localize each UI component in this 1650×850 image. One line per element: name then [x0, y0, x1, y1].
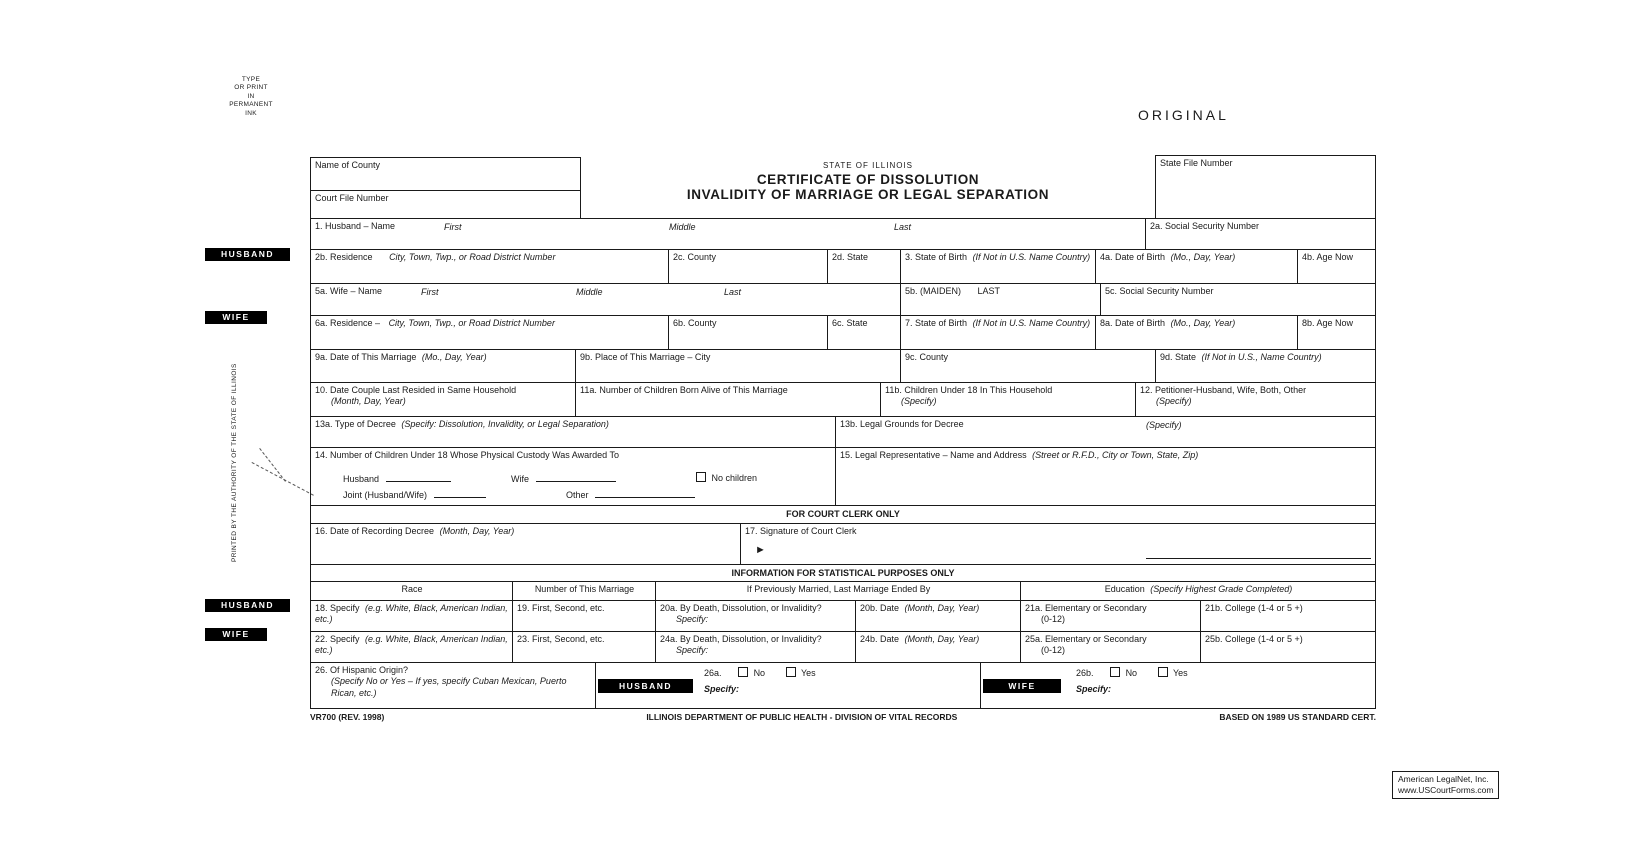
- state-file-field[interactable]: [1155, 155, 1376, 218]
- department-name: ILLINOIS DEPARTMENT OF PUBLIC HEALTH - DIVISION OF VITAL RECORDS: [646, 712, 958, 722]
- certificate-form: [310, 155, 1376, 722]
- field-11b-children-under-18[interactable]: [881, 383, 1136, 416]
- stats-header-row: [310, 581, 1376, 600]
- field-4a-date-of-birth[interactable]: [1096, 250, 1298, 283]
- field-9a-label: 9a. Date of This Marriage: [315, 352, 417, 362]
- wife-hispanic-no-checkbox[interactable]: [1110, 667, 1120, 677]
- field-8a-date-of-birth[interactable]: [1096, 316, 1298, 349]
- field-9b-label: 9b. Place of This Marriage – City: [580, 352, 711, 362]
- field-26a-line: [704, 667, 816, 679]
- field-4a-label: 4a. Date of Birth: [1100, 252, 1166, 262]
- field-10-hint: (Month, Day, Year): [331, 396, 406, 407]
- field-18-race[interactable]: [311, 601, 513, 631]
- legalnet-stamp: [1392, 771, 1499, 799]
- field-2b-label: 2b. Residence: [315, 252, 373, 262]
- wife-custody-blank[interactable]: [536, 472, 616, 482]
- field-25a-elementary[interactable]: [1021, 632, 1201, 662]
- type-print-line: PERMANENT: [229, 101, 273, 109]
- field-9a-marriage-date[interactable]: [311, 350, 576, 382]
- field-26a-label: 26a.: [704, 668, 722, 678]
- field-14-custody[interactable]: [311, 448, 836, 505]
- field-5b-maiden[interactable]: [901, 284, 1101, 315]
- field-10-last-resided[interactable]: [311, 383, 576, 416]
- field-11a-label: 11a. Number of Children Born Alive of This Marriage: [580, 385, 788, 395]
- form-row-3: [310, 283, 1376, 315]
- type-print-note: [222, 76, 280, 118]
- field-2a-ssn[interactable]: [1146, 219, 1376, 249]
- field-17-label: 17. Signature of Court Clerk: [745, 526, 857, 536]
- field-2a-label: 2a. Social Security Number: [1150, 221, 1260, 231]
- field-11b-hint: (Specify): [901, 396, 937, 407]
- field-2c-county[interactable]: [669, 250, 828, 283]
- type-print-line: INK: [245, 109, 257, 117]
- field-2b-residence[interactable]: [311, 250, 669, 283]
- stats-wife-row: [310, 631, 1376, 662]
- original-label: ORIGINAL: [1138, 107, 1229, 123]
- field-15-label: 15. Legal Representative – Name and Address: [840, 450, 1027, 460]
- field-14-husband-line: [343, 472, 451, 485]
- field-22-hint: (e.g. White, Black, American Indian, etc.): [315, 634, 508, 656]
- form-row-8: [310, 447, 1376, 505]
- field-6a-label: 6a. Residence –: [315, 318, 381, 328]
- form-row-2: [310, 249, 1376, 283]
- field-1-last-hint: Last: [894, 222, 912, 232]
- field-5a-first-hint: First: [421, 287, 439, 297]
- field-3-label: 3. State of Birth: [905, 252, 968, 262]
- stats-husband-row: [310, 600, 1376, 631]
- header-left-boxes: [310, 157, 581, 218]
- field-11b-label: 11b. Children Under 18 In This Household: [885, 385, 1053, 395]
- field-14-husband-label: Husband: [343, 474, 380, 484]
- field-5b-last-label: LAST: [977, 286, 1001, 296]
- field-23-label: 23. First, Second, etc.: [517, 634, 605, 644]
- field-18-label: 18. Specify: [315, 603, 360, 613]
- field-26-hint: (Specify No or Yes – If yes, specify Cuban Mexican, Puerto Rican, etc.): [331, 676, 567, 698]
- field-12-label: 12. Petitioner-Husband, Wife, Both, Other: [1140, 385, 1307, 395]
- form-title-block: [581, 161, 1155, 202]
- standard-note: BASED ON 1989 US STANDARD CERT.: [1219, 712, 1376, 722]
- field-25a-label: 25a. Elementary or Secondary: [1025, 634, 1147, 644]
- field-6c-state[interactable]: [828, 316, 901, 349]
- field-8a-hint: (Mo., Day, Year): [1170, 318, 1236, 328]
- field-7-hint: (If Not in U.S. Name Country): [972, 318, 1091, 328]
- field-12-hint: (Specify): [1156, 396, 1192, 407]
- other-custody-blank[interactable]: [595, 488, 695, 498]
- form-row-1: [310, 218, 1376, 249]
- form-row-7: [310, 416, 1376, 447]
- field-7-state-of-birth[interactable]: [901, 316, 1096, 349]
- field-6b-label: 6b. County: [673, 318, 717, 328]
- field-26b-specify: Specify:: [1076, 684, 1112, 694]
- field-9d-hint: (If Not in U.S., Name Country): [1201, 352, 1322, 362]
- form-row-6: [310, 382, 1376, 416]
- stats-header-education-label: Education: [1104, 584, 1145, 594]
- field-26b-line: [1076, 667, 1188, 679]
- field-1-middle-hint: Middle: [669, 222, 696, 232]
- field-18-hint: (e.g. White, Black, American Indian, etc.): [315, 603, 508, 625]
- field-13b-hint: (Specify): [1146, 420, 1182, 430]
- field-8b-label: 8b. Age Now: [1302, 318, 1354, 328]
- type-print-line: IN: [247, 92, 255, 100]
- field-15-legal-representative[interactable]: [836, 448, 1376, 505]
- field-13b-label: 13b. Legal Grounds for Decree: [840, 419, 964, 429]
- field-6a-hint: City, Town, Twp., or Road District Number: [388, 318, 555, 328]
- field-26a-husband-hispanic[interactable]: [596, 663, 981, 708]
- field-19-marriage-number[interactable]: [513, 601, 656, 631]
- authority-note: PRINTED BY THE AUTHORITY OF THE STATE OF ILLINOIS: [231, 363, 238, 562]
- stats-header-education-hint: (Specify Highest Grade Completed): [1150, 584, 1293, 594]
- field-24b-date[interactable]: [856, 632, 1021, 662]
- field-5c-ssn[interactable]: [1101, 284, 1376, 315]
- type-print-line: OR PRINT: [234, 84, 268, 92]
- field-21b-college[interactable]: [1201, 601, 1376, 631]
- field-26b-wife-hispanic[interactable]: [981, 663, 1376, 708]
- field-24b-label: 24b. Date: [860, 634, 900, 644]
- field-9d-label: 9d. State: [1160, 352, 1197, 362]
- field-5a-label: 5a. Wife – Name: [315, 286, 383, 296]
- field-25b-label: 25b. College (1-4 or 5 +): [1205, 634, 1303, 644]
- field-26-hispanic-origin[interactable]: [311, 663, 596, 708]
- field-16-recording-date[interactable]: [311, 524, 741, 564]
- title-line-2: INVALIDITY OF MARRIAGE OR LEGAL SEPARATION: [686, 187, 1050, 202]
- field-3-hint: (If Not in U.S. Name Country): [972, 252, 1091, 262]
- field-2b-hint: City, Town, Twp., or Road District Number: [389, 252, 556, 262]
- field-1-first-hint: First: [444, 222, 462, 232]
- wife-tab-inline: WIFE: [983, 679, 1061, 693]
- field-14-wife-label: Wife: [511, 474, 529, 484]
- field-14-joint-label: Joint (Husband/Wife): [343, 490, 428, 500]
- field-7-label: 7. State of Birth: [905, 318, 968, 328]
- field-5a-middle-hint: Middle: [576, 287, 603, 297]
- field-4b-label: 4b. Age Now: [1302, 252, 1354, 262]
- field-14-joint-line: [343, 488, 486, 501]
- court-clerk-band: FOR COURT CLERK ONLY: [310, 505, 1376, 523]
- field-16-hint: (Month, Day, Year): [439, 526, 515, 536]
- field-20b-date[interactable]: [856, 601, 1021, 631]
- fold-mark: [259, 448, 286, 482]
- field-11a-children-born[interactable]: [576, 383, 881, 416]
- legalnet-line-2: www.USCourtForms.com: [1398, 785, 1494, 796]
- husband-tab-upper: HUSBAND: [205, 248, 290, 261]
- field-5a-wife-name[interactable]: [311, 284, 901, 315]
- stats-header-race: Race: [311, 582, 513, 600]
- field-17-clerk-signature[interactable]: [741, 524, 1376, 564]
- field-3-state-of-birth[interactable]: [901, 250, 1096, 283]
- field-19-label: 19. First, Second, etc.: [517, 603, 605, 613]
- county-label: Name of County: [315, 160, 381, 170]
- field-26b-yes-label: Yes: [1172, 668, 1188, 678]
- field-23-marriage-number[interactable]: [513, 632, 656, 662]
- clerk-signature-line[interactable]: [1146, 558, 1371, 559]
- wife-hispanic-yes-checkbox[interactable]: [1158, 667, 1168, 677]
- field-20a-label: 20a. By Death, Dissolution, or Invalidity?: [660, 603, 822, 613]
- field-6b-county[interactable]: [669, 316, 828, 349]
- field-5c-label: 5c. Social Security Number: [1105, 286, 1214, 296]
- no-children-checkbox[interactable]: [696, 472, 706, 482]
- field-8a-label: 8a. Date of Birth: [1100, 318, 1166, 328]
- form-footer: [310, 709, 1376, 722]
- form-header: [310, 155, 1376, 218]
- field-14-wife-line: [511, 472, 616, 485]
- state-line: STATE OF ILLINOIS: [822, 161, 914, 170]
- form-row-9: [310, 523, 1376, 564]
- field-22-race[interactable]: [311, 632, 513, 662]
- field-26a-specify: Specify:: [704, 684, 740, 694]
- county-field[interactable]: [311, 158, 580, 190]
- field-5b-label: 5b. (MAIDEN): [905, 286, 962, 296]
- field-4a-hint: (Mo., Day, Year): [1170, 252, 1236, 262]
- field-20a-ended-by[interactable]: [656, 601, 856, 631]
- field-6c-label: 6c. State: [832, 318, 868, 328]
- husband-tab-lower: HUSBAND: [205, 599, 290, 612]
- field-9c-label: 9c. County: [905, 352, 949, 362]
- field-13a-label: 13a. Type of Decree: [315, 419, 396, 429]
- field-21b-label: 21b. College (1-4 or 5 +): [1205, 603, 1303, 613]
- field-26-label: 26. Of Hispanic Origin?: [315, 665, 409, 675]
- field-5a-last-hint: Last: [724, 287, 742, 297]
- field-20b-label: 20b. Date: [860, 603, 900, 613]
- field-6a-residence[interactable]: [311, 316, 669, 349]
- form-number: VR700 (REV. 1998): [310, 712, 385, 722]
- field-24a-label: 24a. By Death, Dissolution, or Invalidity?: [660, 634, 822, 644]
- field-20a-hint: Specify:: [676, 614, 709, 625]
- field-13a-decree-type[interactable]: [311, 417, 836, 447]
- field-9d-state[interactable]: [1156, 350, 1376, 382]
- field-8b-age-now[interactable]: [1298, 316, 1376, 349]
- statistical-band: INFORMATION FOR STATISTICAL PURPOSES ONLY: [310, 564, 1376, 581]
- field-24a-hint: Specify:: [676, 645, 709, 656]
- field-14-other-line: [566, 488, 695, 501]
- field-14-no-children-label: No children: [711, 473, 758, 483]
- legalnet-line-1: American LegalNet, Inc.: [1398, 774, 1489, 784]
- field-13a-hint: (Specify: Dissolution, Invalidity, or Legal Separation): [401, 419, 609, 429]
- joint-custody-blank[interactable]: [434, 488, 486, 498]
- state-file-label: State File Number: [1160, 158, 1233, 168]
- type-print-line: TYPE: [241, 76, 261, 83]
- field-26b-no-label: No: [1125, 668, 1138, 678]
- field-26b-label: 26b.: [1076, 668, 1094, 678]
- field-9c-county[interactable]: [901, 350, 1156, 382]
- field-2c-label: 2c. County: [673, 252, 717, 262]
- field-26a-yes-label: Yes: [800, 668, 816, 678]
- field-1-husband-name[interactable]: [311, 219, 1146, 249]
- field-21a-hint: (0-12): [1041, 614, 1066, 625]
- court-file-label: Court File Number: [315, 193, 389, 203]
- field-24b-hint: (Month, Day, Year): [904, 634, 980, 644]
- field-25a-hint: (0-12): [1041, 645, 1066, 656]
- field-22-label: 22. Specify: [315, 634, 360, 644]
- field-26a-no-label: No: [753, 668, 766, 678]
- field-24a-ended-by[interactable]: [656, 632, 856, 662]
- field-9b-marriage-place[interactable]: [576, 350, 901, 382]
- form-row-4: [310, 315, 1376, 349]
- stats-header-prev-marriage: If Previously Married, Last Marriage Ended By: [656, 582, 1021, 600]
- form-row-5: [310, 349, 1376, 382]
- wife-tab-upper: WIFE: [205, 311, 267, 324]
- field-13b-legal-grounds[interactable]: [836, 417, 1376, 447]
- form-row-26: [310, 662, 1376, 709]
- field-10-label: 10. Date Couple Last Resided in Same Household: [315, 385, 517, 395]
- field-2d-state[interactable]: [828, 250, 901, 283]
- signature-arrow-icon: ►: [755, 544, 766, 556]
- field-15-hint: (Street or R.F.D., City or Town, State, Zip): [1032, 450, 1199, 460]
- husband-custody-blank[interactable]: [386, 472, 451, 482]
- husband-tab-inline: HUSBAND: [598, 679, 693, 693]
- wife-tab-lower: WIFE: [205, 628, 267, 641]
- title-line-1: CERTIFICATE OF DISSOLUTION: [756, 172, 980, 187]
- field-14-other-label: Other: [566, 490, 589, 500]
- field-1-label: 1. Husband – Name: [315, 221, 396, 231]
- field-16-label: 16. Date of Recording Decree: [315, 526, 435, 536]
- stats-header-marriage-number: Number of This Marriage: [513, 582, 656, 600]
- husband-hispanic-no-checkbox[interactable]: [738, 667, 748, 677]
- field-14-no-children-line: [696, 472, 757, 484]
- field-21a-elementary[interactable]: [1021, 601, 1201, 631]
- field-21a-label: 21a. Elementary or Secondary: [1025, 603, 1147, 613]
- field-2d-label: 2d. State: [832, 252, 869, 262]
- field-4b-age-now[interactable]: [1298, 250, 1376, 283]
- field-25b-college[interactable]: [1201, 632, 1376, 662]
- field-12-petitioner[interactable]: [1136, 383, 1376, 416]
- field-14-label: 14. Number of Children Under 18 Whose Physical Custody Was Awarded To: [315, 450, 619, 460]
- field-20b-hint: (Month, Day, Year): [904, 603, 980, 613]
- field-9a-hint: (Mo., Day, Year): [421, 352, 487, 362]
- husband-hispanic-yes-checkbox[interactable]: [786, 667, 796, 677]
- stats-header-education: [1021, 582, 1376, 600]
